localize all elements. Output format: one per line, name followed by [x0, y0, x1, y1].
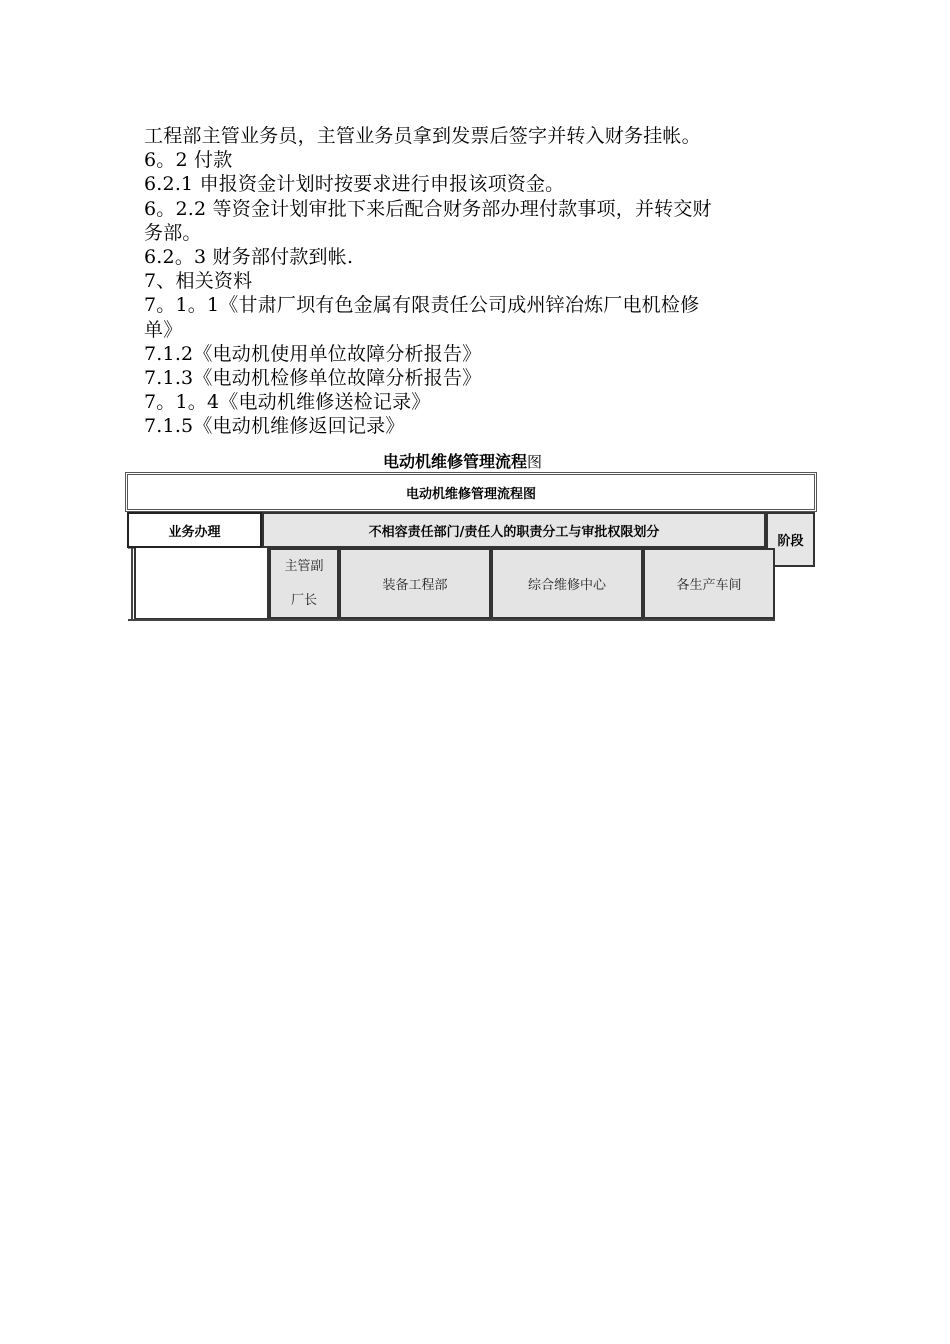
body-text [144, 124, 814, 438]
paragraph-line: 工程部主管业务员，主管业务员拿到发票后签字并转入财务挂帐。 [144, 125, 701, 147]
workshops-cell [643, 548, 775, 619]
business-header-cell [127, 512, 262, 548]
reference-item: 7.1.3《电动机检修单位故障分析报告》 [144, 366, 482, 389]
maintenance-center-cell [491, 548, 643, 619]
table-bottom-rule [128, 619, 775, 621]
table-title-cell [125, 472, 817, 512]
equipment-dept-label: 装备工程部 [382, 578, 448, 593]
vice-director-cell [269, 548, 339, 619]
section-heading: 6。2 付款 [144, 149, 233, 172]
vice-director-line1: 主管副 [284, 558, 324, 574]
reference-item: 7。1。1《甘肃厂坝有色金属有限责任公司成州锌冶炼厂电机检修 [144, 294, 700, 317]
department-header-cell [262, 512, 766, 548]
figure-title-suffix: 图 [527, 453, 543, 471]
paragraph-line: 务部。 [144, 221, 202, 244]
table-title: 电动机维修管理流程图 [405, 486, 536, 502]
department-header: 不相容责任部门/责任人的职责分工与审批权限划分 [368, 524, 660, 540]
paragraph-line: 6。2.2 等资金计划审批下来后配合财务部办理付款事项，并转交财 [144, 197, 712, 220]
vice-director-line2: 厂长 [290, 592, 317, 608]
equipment-dept-cell [339, 548, 491, 619]
table-left-rule [131, 548, 133, 620]
section-heading: 7、相关资料 [144, 270, 253, 293]
maintenance-center-label: 综合维修中心 [527, 578, 606, 593]
figure-title-main: 电动机维修管理流程 [383, 452, 528, 471]
paragraph-line: 6.2.1 申报资金计划时按要求进行申报该项资金。 [144, 173, 565, 196]
reference-item: 7。1。4《电动机维修送检记录》 [144, 391, 431, 414]
paragraph-line: 6.2。3 财务部付款到帐. [144, 245, 354, 268]
workshops-label: 各生产车间 [676, 578, 742, 593]
business-label: 业务办理 [168, 524, 221, 540]
figure-title [383, 449, 542, 472]
reference-item: 7.1.2《电动机使用单位故障分析报告》 [144, 342, 482, 365]
reference-item: 单》 [144, 318, 183, 341]
stage-label: 阶段 [777, 534, 804, 549]
business-blank-cell [134, 548, 269, 620]
reference-item: 7.1.5《电动机维修返回记录》 [144, 415, 405, 438]
